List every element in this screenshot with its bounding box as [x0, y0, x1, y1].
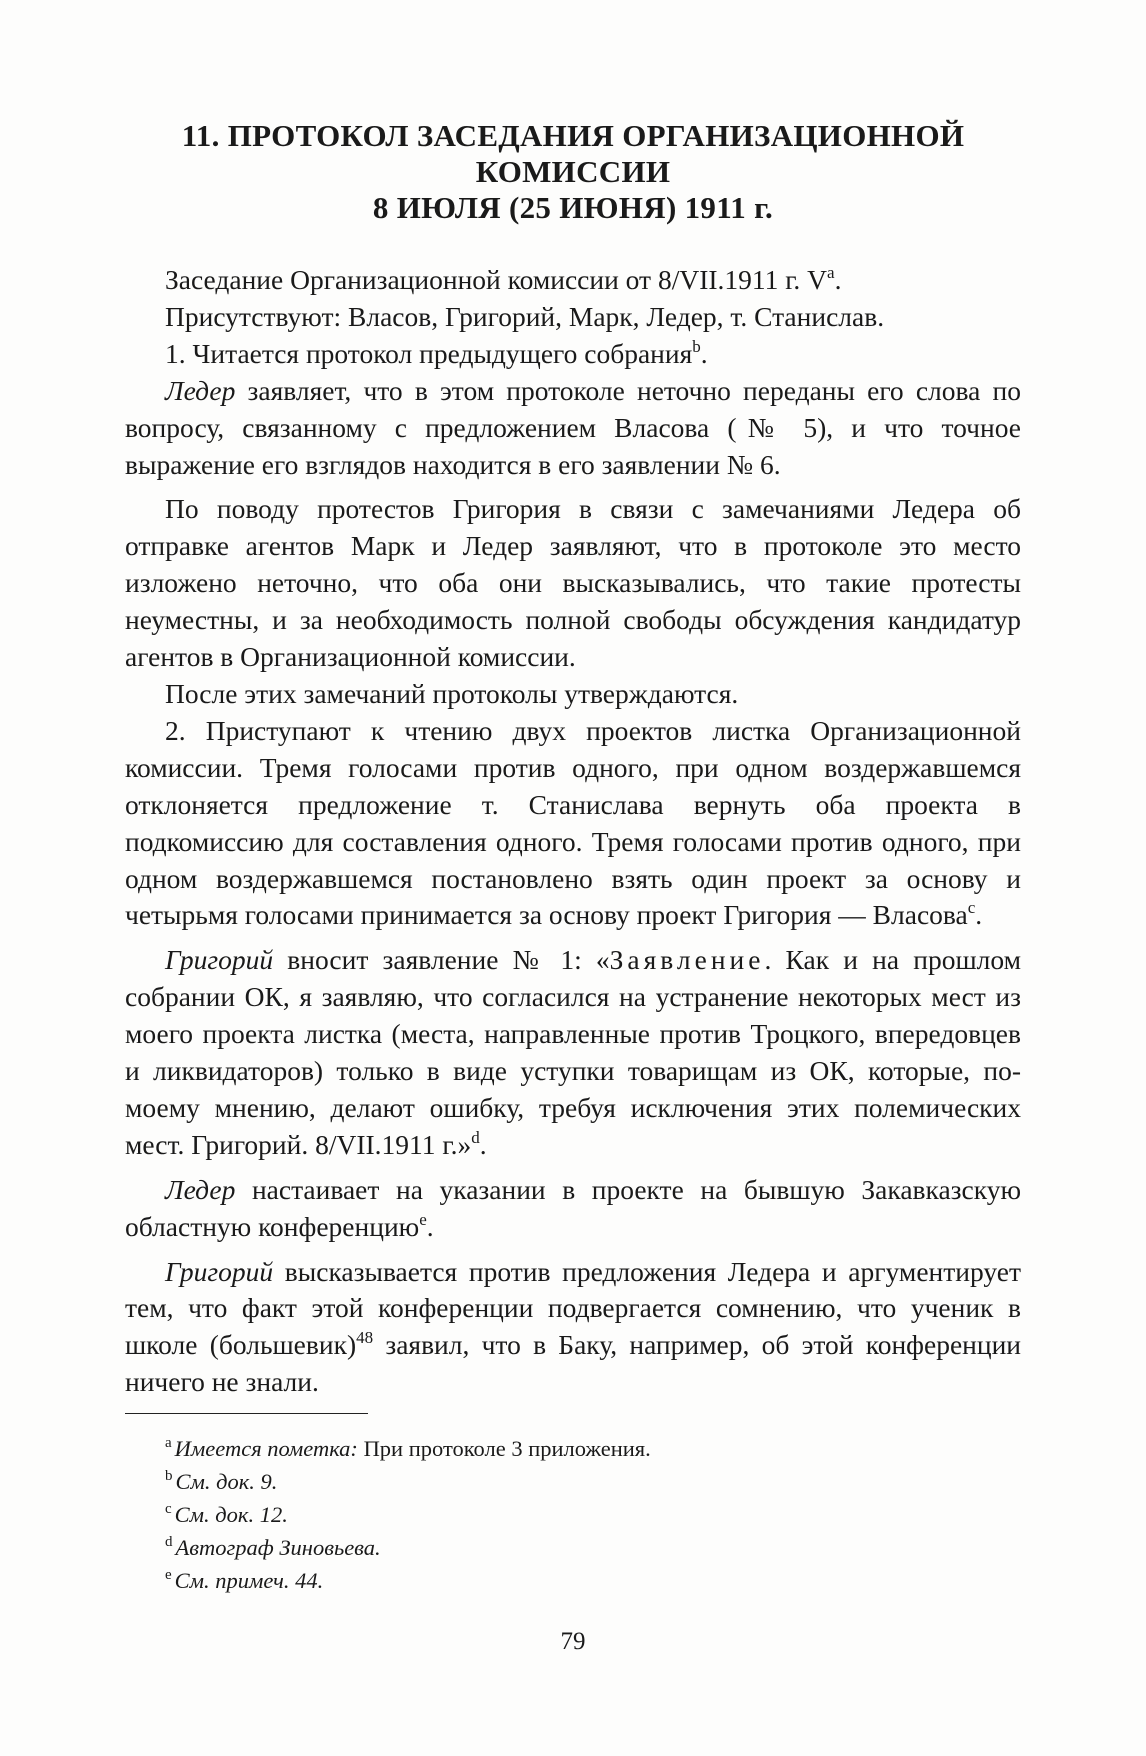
endnote-ref-48: 48 — [356, 1328, 374, 1348]
title-line-1: 11. ПРОТОКОЛ ЗАСЕДАНИЯ ОРГАНИЗАЦИОННОЙ — [181, 118, 965, 153]
paragraph-session: Заседание Организационной комиссии от 8/VII.1911 г. $V^a$. — [165, 263, 842, 295]
footnote-e: $^e$ См. примеч. 44. — [165, 1567, 324, 1593]
paragraph-grigory-statement: Григорий вносит заявление № 1: «Заявление. Как и на прошлом собрании ОК, я заявляю, что согласился на устранение некоторых мест из моего проекта листка (места, направленные против Троцкого, впередовцев и ликвидаторов) только в виде уступки товарищам из ОК, которые, по-моему мнению, делают ошибку, требуя исключения этих полемических мест. Григорий. 8/VII.1911 г.»$^d$. — [125, 944, 1021, 1160]
paragraph-leder-statement: Ледер заявляет, что в этом протоколе неточно переданы его слова по вопросу, связанному с предложением Власова (№ 5), и что точное выражение его взглядов находится в его заявлении № 6. — [125, 374, 1021, 480]
paragraph-leder-conference: Ледер настаивает на указании в проекте на бывшую Закавказскую областную конференцию$^e$. — [125, 1173, 1021, 1242]
document-body — [125, 262, 1021, 1401]
speaker-name: Григорий — [165, 1255, 274, 1287]
footnote-ref-a: a — [827, 263, 835, 282]
speaker-name: Григорий — [165, 944, 274, 976]
paragraph-attendees: Присутствуют: Власов, Григорий, Марк, Ледер, т. Станислав. — [165, 300, 885, 332]
paragraph-grigory-objection: Григорий высказывается против предложения Ледера и аргументирует тем, что факт этой конференции подвергается сомнению, что ученик в школе (большевик)$^{48}$ заявил, что в Баку, например, об этой конференции ничего не знали. — [125, 1255, 1022, 1398]
footnote-ref-c: c — [967, 898, 976, 918]
speaker-name: Ледер — [165, 374, 236, 406]
footnote-ref-b: b — [692, 336, 701, 356]
footnote-b: $^b$ См. док. 9. — [165, 1468, 278, 1494]
document-title — [140, 118, 1006, 226]
footnote-ref-e: e — [419, 1209, 427, 1229]
title-line-3: 8 ИЮЛЯ (25 ИЮНЯ) 1911 г. — [372, 190, 774, 225]
paragraph-approval: После этих замечаний протоколы утверждаются. — [165, 677, 739, 709]
footnote-a: $^a$ Имеется пометка: При протоколе 3 приложения. — [165, 1435, 651, 1461]
footnote-d: $^d$ Автограф Зиновьева. — [165, 1534, 381, 1560]
paragraph-item-1: 1. Читается протокол предыдущего собрания$^b$. — [165, 336, 708, 369]
footnote-c: $^c$ См. док. 12. — [165, 1501, 288, 1527]
footnote-divider — [125, 1413, 368, 1414]
title-line-2: КОМИССИИ — [475, 154, 671, 189]
footnotes — [165, 1432, 965, 1597]
speaker-name: Ледер — [165, 1173, 236, 1205]
footnote-ref-d: d — [471, 1127, 480, 1147]
page-number: 79 — [560, 1628, 586, 1655]
paragraph-protests: По поводу протестов Григория в связи с замечаниями Ледера об отправке агентов Марк и Ледер заявляют, что в протоколе это место изложено неточно, что оба они высказывались, что такие протесты неуместны, и за необходимость полной свободы обсуждения кандидатур агентов в Организационной комиссии. — [125, 493, 1021, 673]
paragraph-item-2: 2. Приступают к чтению двух проектов листка Организационной комиссии. Тремя голосами против одного, при одном воздержавшемся отклоняется предложение т. Станислава вернуть оба проекта в подкомиссию для составления одного. Тремя голосами против одного, при одном воздержавшемся постановлено взять один проект за основу и четырьмя голосами принимается за основу проект Григория — Власова$^c$. — [125, 714, 1021, 931]
